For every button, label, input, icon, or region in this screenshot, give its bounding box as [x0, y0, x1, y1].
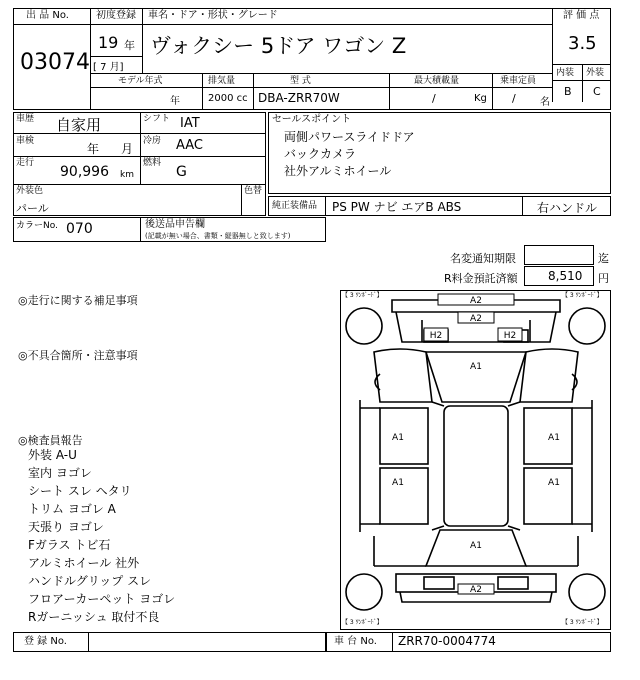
color-no-label: カラーNo. — [16, 221, 58, 231]
inspector-line: Fガラス トビ石 — [28, 538, 111, 552]
name-change-box — [524, 245, 594, 265]
car-info-label: 車名・ドア・形状・グレード — [148, 10, 278, 21]
damage-a1-left-front: A1 — [392, 433, 404, 443]
name-change-label: 名変通知期限 — [450, 252, 516, 265]
inspection-label: 車検 — [16, 136, 35, 146]
wheel-front-right — [569, 308, 605, 344]
sales-point-line: 社外アルミホイール — [284, 164, 392, 178]
first-reg-month: [ 7 月] — [93, 62, 124, 73]
lot-label: 出 品 No. — [26, 10, 69, 21]
inspector-line: ハンドルグリップ スレ — [28, 574, 152, 588]
type-label: 型 式 — [290, 76, 311, 86]
model-year-unit: 年 — [170, 96, 180, 107]
ac-value: AAC — [176, 138, 203, 153]
first-reg-year-unit: 年 — [124, 39, 135, 52]
sales-points-label: セールスポイント — [272, 114, 352, 125]
corner-label-tr: 【 3 ﾜﾝﾎﾞｰﾄﾞ】 — [562, 292, 603, 299]
inspector-line: アルミホイール 社外 — [28, 556, 140, 570]
recycle-label: R料金預託済額 — [444, 272, 518, 285]
color-change-label: 色替 — [244, 186, 263, 196]
ext-color-label: 外装色 — [16, 186, 44, 196]
wheel-front-left — [346, 308, 382, 344]
wheel-rear-right — [569, 574, 605, 610]
driving-notes-heading: ◎走行に関する補足事項 — [18, 294, 138, 307]
car-diagram — [340, 290, 611, 630]
damage-a2-front-inner: A2 — [470, 314, 482, 324]
damage-a1-rear: A1 — [470, 541, 482, 551]
max-load-label: 最大積載量 — [414, 76, 460, 86]
first-reg-year: 19 — [98, 33, 119, 52]
inspector-heading: ◎検査員報告 — [18, 434, 83, 447]
mileage-label: 走行 — [16, 158, 35, 168]
inspection-year-unit: 年 — [87, 142, 100, 156]
grade-value: 3.5 — [568, 33, 597, 54]
inspector-line: 室内 ヨゴレ — [28, 466, 92, 480]
handle-value: 右ハンドル — [537, 201, 598, 215]
equipment-label: 純正装備品 — [272, 201, 318, 211]
corner-label-tl: 【 3 ﾜﾝﾎﾞｰﾄﾞ】 — [342, 292, 383, 299]
door-rear-right — [524, 468, 572, 524]
damage-a1-roof: A1 — [470, 362, 482, 372]
exterior-label: 外装 — [586, 68, 605, 78]
damage-h2-left: H2 — [429, 331, 443, 341]
sales-point-line: 両側パワースライドドア — [284, 130, 415, 144]
first-reg-label: 初度登録 — [96, 10, 136, 21]
front-fender-right — [520, 349, 578, 402]
recycle-unit: 円 — [598, 272, 609, 285]
windshield — [426, 352, 526, 402]
ext-color-value: パール — [16, 202, 49, 215]
fuel-value: G — [176, 164, 187, 180]
history-value: 自家用 — [56, 116, 102, 134]
inspector-line: 外装 A-U — [28, 448, 77, 462]
chassis-value: ZRR70-0004774 — [398, 634, 496, 648]
capacity-label: 乗車定員 — [500, 76, 537, 86]
max-load-value: / — [432, 92, 436, 105]
displacement-value: 2000 cc — [208, 93, 248, 104]
capacity-unit: 名 — [540, 97, 550, 108]
door-rear-left — [380, 468, 428, 524]
door-front-left — [380, 408, 428, 464]
displacement-label: 排気量 — [208, 76, 236, 86]
interior-label: 内装 — [556, 68, 575, 78]
rear-light-left — [424, 577, 454, 589]
inspector-line: Rガーニッシュ 取付不良 — [28, 610, 160, 624]
damage-a1-left-rear: A1 — [392, 478, 404, 488]
inspector-line: フロアーカーペット ヨゴレ — [28, 592, 176, 606]
wheel-rear-left — [346, 574, 382, 610]
color-no-value: 070 — [66, 221, 93, 237]
rear-light-right — [498, 577, 528, 589]
car-name: ヴォクシー 5ドア ワゴン Z — [150, 34, 407, 58]
corner-label-br: 【 3 ﾜﾝﾎﾞｰﾄﾞ】 — [562, 619, 603, 626]
damage-h2-right: H2 — [503, 331, 517, 341]
exterior-grade: C — [593, 85, 601, 98]
grade-label: 評 価 点 — [563, 10, 600, 21]
inspector-report-list — [28, 446, 175, 626]
inspector-line: トリム ヨゴレ A — [28, 502, 116, 516]
type-value: DBA-ZRR70W — [258, 91, 340, 105]
damage-a1-right-front: A1 — [548, 433, 560, 443]
reg-no-label: 登 録 No. — [24, 636, 67, 647]
shift-value: IAT — [180, 116, 200, 131]
inspector-line: シート スレ ヘタリ — [28, 484, 132, 498]
damage-a1-right-rear: A1 — [548, 478, 560, 488]
model-year-label: モデル年式 — [118, 76, 163, 86]
documents-note: (記載が無い場合、書類・縦器無しと致します) — [145, 232, 291, 240]
ac-label: 冷房 — [143, 136, 162, 146]
capacity-value: / — [512, 92, 516, 105]
documents-label: 後送品申告欄 — [145, 219, 205, 230]
inspection-month-unit: 月 — [121, 142, 134, 156]
mileage-unit: km — [120, 170, 134, 180]
shift-label: シフト — [143, 114, 171, 124]
recycle-value: 8,510 — [548, 269, 583, 283]
equipment-value: PS PW ナビ エアB ABS — [332, 200, 462, 214]
name-change-unit: 迄 — [598, 252, 609, 265]
history-label: 車歴 — [16, 114, 35, 124]
interior-grade: B — [564, 85, 572, 98]
max-load-unit: Kg — [474, 93, 487, 104]
lot-number: 03074 — [20, 50, 90, 75]
mileage-value: 90,996 — [60, 164, 109, 180]
chassis-label: 車 台 No. — [334, 636, 377, 647]
fuel-label: 燃料 — [143, 158, 162, 168]
damage-a2-front-outer: A2 — [470, 296, 482, 306]
inspector-line: 天張り ヨゴレ — [28, 520, 104, 534]
front-fender-left — [374, 349, 432, 402]
corner-label-bl: 【 3 ﾜﾝﾎﾞｰﾄﾞ】 — [342, 619, 383, 626]
defect-notes-heading: ◎不具合箇所・注意事項 — [18, 349, 138, 362]
sales-point-line: バックカメラ — [284, 147, 357, 161]
roof — [444, 406, 508, 526]
damage-a2-rear: A2 — [470, 585, 482, 595]
